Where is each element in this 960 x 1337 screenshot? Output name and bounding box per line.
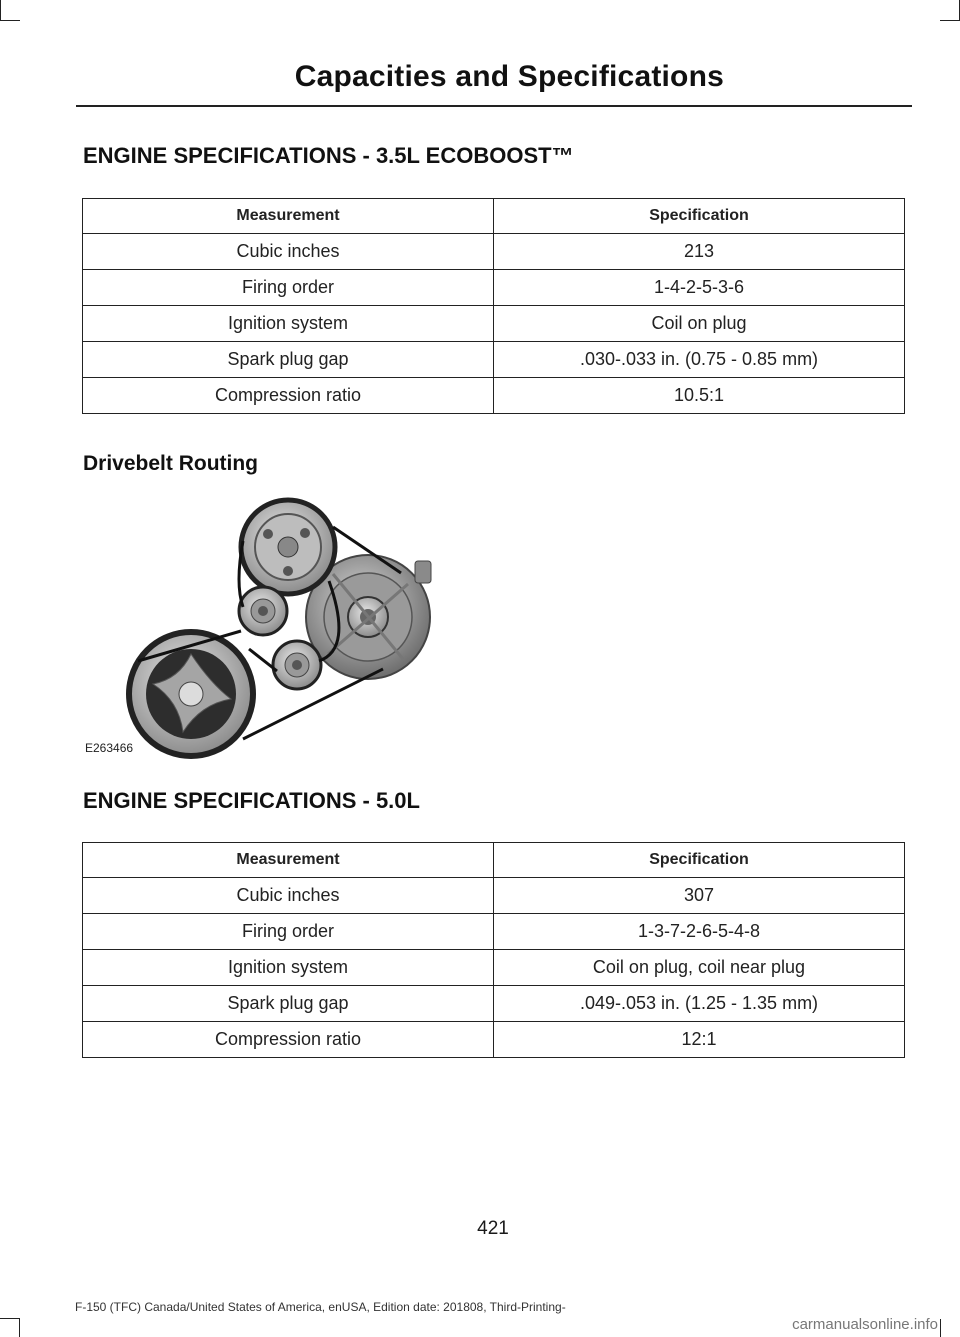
table-cell: 307 <box>494 878 905 914</box>
table-cell: Cubic inches <box>83 234 494 270</box>
table-row <box>83 378 905 414</box>
drivebelt-routing-title: Drivebelt Routing <box>83 452 259 475</box>
crop-mark <box>0 0 1 20</box>
table-cell: Spark plug gap <box>83 342 494 378</box>
watermark[interactable]: carmanualsonline.info <box>792 1316 938 1333</box>
column-header: Measurement <box>83 199 494 234</box>
table-row <box>83 986 905 1022</box>
page-header-title: Capacities and Specifications <box>294 60 724 93</box>
tensioner-pulley <box>273 641 321 689</box>
crop-mark <box>19 1319 20 1337</box>
column-header: Specification <box>494 843 905 878</box>
table-row <box>83 878 905 914</box>
table-cell: Compression ratio <box>83 378 494 414</box>
crop-mark <box>940 1319 941 1337</box>
section-title-3-5l: ENGINE SPECIFICATIONS - 3.5L ECOBOOST™ <box>83 143 574 168</box>
table-row <box>83 950 905 986</box>
table-cell: Firing order <box>83 270 494 306</box>
spec-table-3-5l <box>82 198 905 414</box>
table-cell: Spark plug gap <box>83 986 494 1022</box>
table-cell: Compression ratio <box>83 1022 494 1058</box>
table-cell: 10.5:1 <box>494 378 905 414</box>
table-cell: 1-4-2-5-3-6 <box>494 270 905 306</box>
table-cell: .049-.053 in. (1.25 - 1.35 mm) <box>494 986 905 1022</box>
top-pulley <box>241 500 335 594</box>
table-row <box>83 306 905 342</box>
page-footer: F-150 (TFC) Canada/United States of America, enUSA, Edition date: 201808, Third-Printing- <box>75 1300 566 1314</box>
section-title-5-0l: ENGINE SPECIFICATIONS - 5.0L <box>83 788 420 813</box>
table-header-row <box>83 843 905 878</box>
table-cell: 12:1 <box>494 1022 905 1058</box>
idler-pulley <box>239 587 287 635</box>
crop-mark <box>940 20 960 21</box>
crop-mark <box>0 1318 20 1319</box>
table-cell: Ignition system <box>83 306 494 342</box>
column-header: Specification <box>494 199 905 234</box>
header-divider <box>76 105 912 107</box>
table-row <box>83 234 905 270</box>
table-row <box>83 1022 905 1058</box>
drivebelt-figure <box>83 489 441 761</box>
crankshaft-pulley <box>129 632 253 756</box>
page-number: 421 <box>477 1218 509 1239</box>
table-cell: 213 <box>494 234 905 270</box>
table-row <box>83 914 905 950</box>
spec-table-5-0l <box>82 842 905 1058</box>
table-row <box>83 342 905 378</box>
table-cell: Coil on plug <box>494 306 905 342</box>
table-row <box>83 270 905 306</box>
table-cell: .030-.033 in. (0.75 - 0.85 mm) <box>494 342 905 378</box>
table-cell: Cubic inches <box>83 878 494 914</box>
figure-code: E263466 <box>85 741 134 755</box>
table-cell: Ignition system <box>83 950 494 986</box>
table-cell: 1-3-7-2-6-5-4-8 <box>494 914 905 950</box>
crop-mark <box>0 20 20 21</box>
table-cell: Firing order <box>83 914 494 950</box>
table-header-row <box>83 199 905 234</box>
column-header: Measurement <box>83 843 494 878</box>
drivebelt-illustration <box>83 489 441 761</box>
table-cell: Coil on plug, coil near plug <box>494 950 905 986</box>
